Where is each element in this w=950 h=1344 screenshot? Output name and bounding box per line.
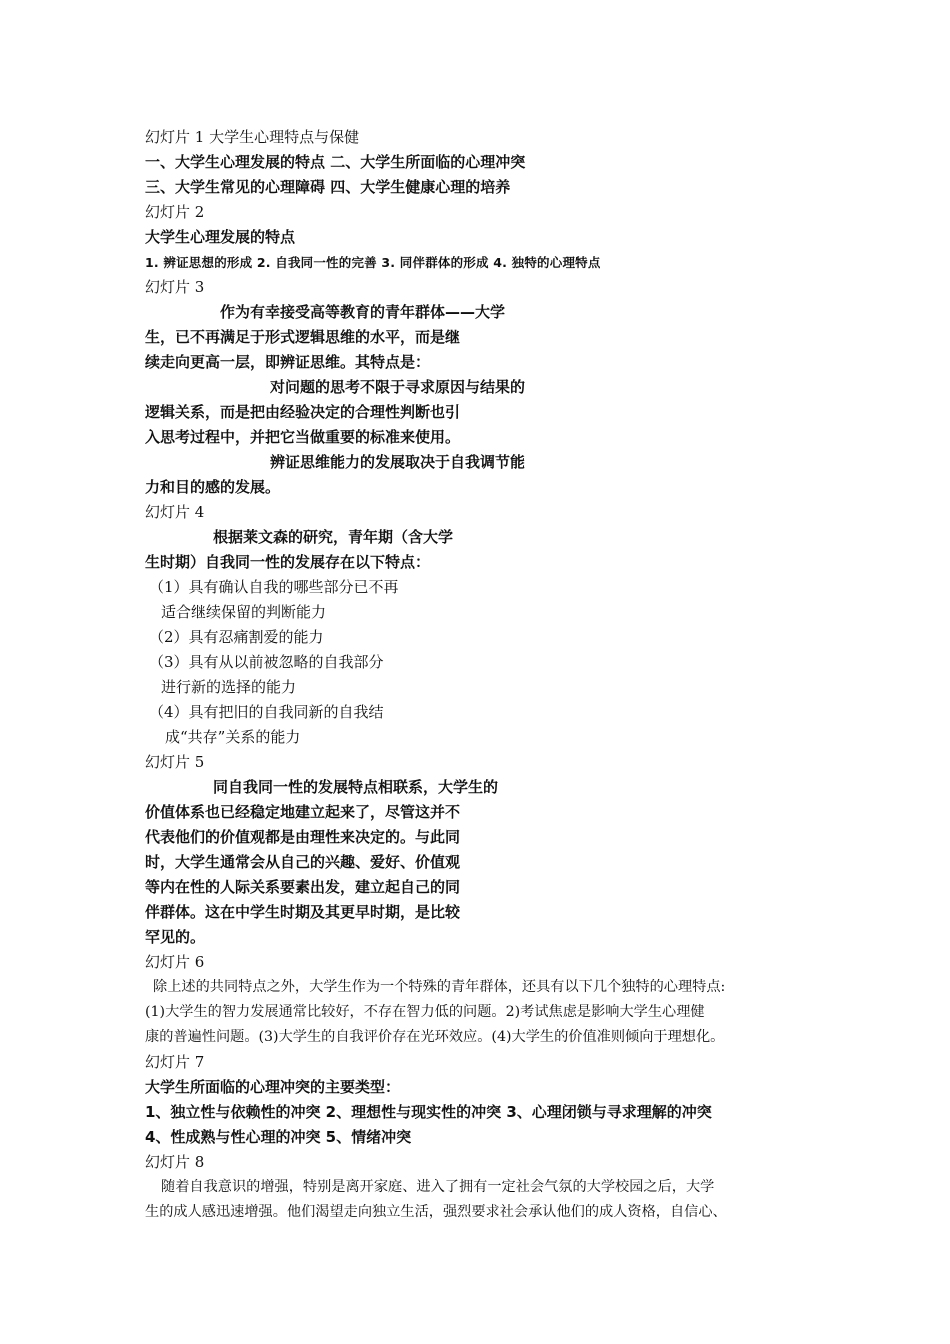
- slide-4-heading: 幻灯片 4: [145, 503, 205, 521]
- paragraph-line: 代表他们的价值观都是由理性来决定的。与此同: [145, 828, 461, 846]
- slide-2-heading: 幻灯片 2: [145, 203, 205, 221]
- section-title: 大学生心理发展的特点: [145, 228, 296, 246]
- paragraph-line: 生，已不再满足于形式逻辑思维的水平，而是继: [145, 328, 461, 346]
- list-item: （3）具有从以前被忽略的自我部分: [149, 653, 384, 671]
- outline-line-1: 一、大学生心理发展的特点 二、大学生所面临的心理冲突: [145, 153, 526, 171]
- paragraph-line: 续走向更高一层，即辨证思维。其特点是：: [145, 353, 431, 371]
- list-item-continued: 进行新的选择的能力: [161, 678, 297, 696]
- slide-7-heading: 幻灯片 7: [145, 1053, 205, 1071]
- paragraph-line: 生的成人感迅速增强。他们渴望走向独立生活，强烈要求社会承认他们的成人资格，自信心、: [145, 1204, 727, 1220]
- list-item: （2）具有忍痛割爱的能力: [149, 628, 324, 646]
- outline-line-2: 三、大学生常见的心理障碍 四、大学生健康心理的培养: [145, 178, 511, 196]
- document-body: [145, 125, 825, 1225]
- list-item-continued: 成“共存”关系的能力: [165, 728, 301, 746]
- section-title: 大学生所面临的心理冲突的主要类型：: [145, 1078, 401, 1096]
- list-item-continued: 适合继续保留的判断能力: [161, 603, 327, 621]
- conflict-list: 4、性成熟与性心理的冲突 5、情绪冲突: [145, 1128, 412, 1146]
- feature-list: 1. 辨证思想的形成 2. 自我同一性的完善 3. 同伴群体的形成 4. 独特的心理特点: [145, 255, 601, 270]
- slide-6-heading: 幻灯片 6: [145, 953, 205, 971]
- paragraph-line: 同自我同一性的发展特点相联系，大学生的: [213, 778, 499, 796]
- paragraph-line: (1)大学生的智力发展通常比较好，不存在智力低的问题。2)考试焦虑是影响大学生心理健: [145, 1004, 705, 1020]
- paragraph-line: 生时期）自我同一性的发展存在以下特点：: [145, 553, 431, 571]
- list-item: （1）具有确认自我的哪些部分已不再: [149, 578, 399, 596]
- paragraph-line: 根据莱文森的研究，青年期（含大学: [213, 528, 454, 546]
- paragraph-line: 辨证思维能力的发展取决于自我调节能: [270, 453, 526, 471]
- paragraph-line: 时，大学生通常会从自己的兴趣、爱好、价值观: [145, 853, 461, 871]
- slide-5-heading: 幻灯片 5: [145, 753, 205, 771]
- conflict-list: 1、独立性与依赖性的冲突 2、理想性与现实性的冲突 3、心理闭锁与寻求理解的冲突: [145, 1103, 712, 1121]
- slide-1-heading: 幻灯片 1 大学生心理特点与保健: [145, 128, 360, 146]
- paragraph-line: 除上述的共同特点之外，大学生作为一个特殊的青年群体，还具有以下几个独特的心理特点:: [153, 979, 726, 995]
- paragraph-line: 作为有幸接受高等教育的青年群体——大学: [220, 303, 506, 321]
- paragraph-line: 罕见的。: [145, 928, 206, 946]
- slide-8-heading: 幻灯片 8: [145, 1153, 205, 1171]
- paragraph-line: 对问题的思考不限于寻求原因与结果的: [270, 378, 526, 396]
- paragraph-line: 等内在性的人际关系要素出发，建立起自己的同: [145, 878, 461, 896]
- paragraph-line: 随着自我意识的增强，特别是离开家庭、进入了拥有一定社会气氛的大学校园之后，大学: [161, 1179, 715, 1195]
- paragraph-line: 力和目的感的发展。: [145, 478, 281, 496]
- paragraph-line: 伴群体。这在中学生时期及其更早时期，是比较: [145, 903, 461, 921]
- paragraph-line: 价值体系也已经稳定地建立起来了，尽管这并不: [145, 803, 461, 821]
- paragraph-line: 入思考过程中，并把它当做重要的标准来使用。: [145, 428, 461, 446]
- paragraph-line: 康的普遍性问题。(3)大学生的自我评价存在光环效应。(4)大学生的价值准则倾向于理想化。: [145, 1029, 725, 1045]
- slide-3-heading: 幻灯片 3: [145, 278, 205, 296]
- paragraph-line: 逻辑关系，而是把由经验决定的合理性判断也引: [145, 403, 461, 421]
- list-item: （4）具有把旧的自我同新的自我结: [149, 703, 384, 721]
